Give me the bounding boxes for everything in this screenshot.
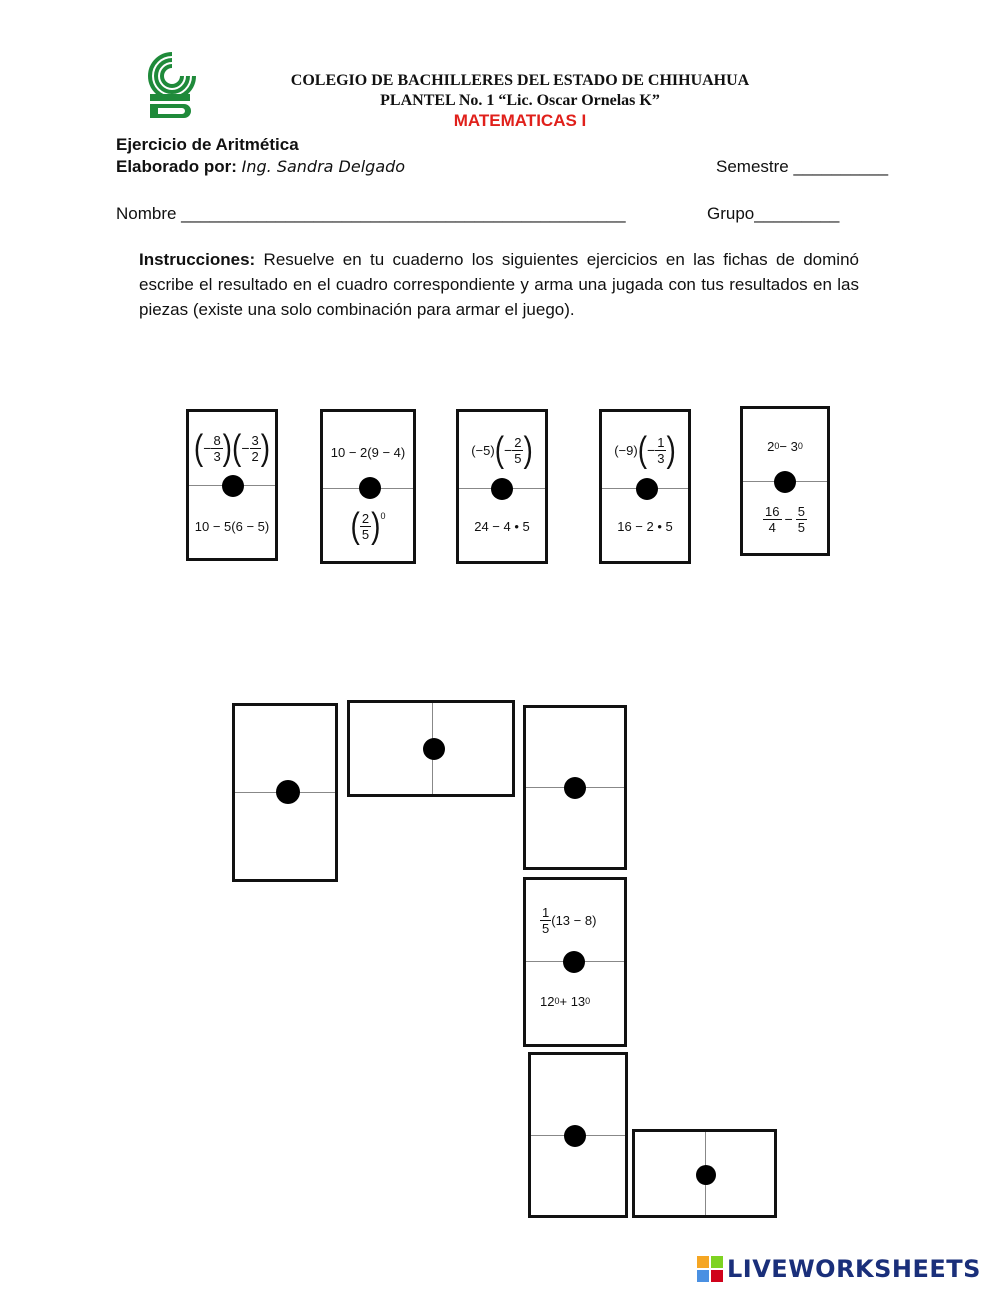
domino-3-top: (−5) ( − $\frac{2}{5}$ ) [471, 429, 533, 470]
answer-domino-5[interactable] [632, 1129, 777, 1218]
liveworksheets-logo [697, 1255, 981, 1283]
instructions-text: Resuelve en tu cuaderno los siguientes ejercicios en las fichas de dominó escribe el resultado en el cuadro correspondiente y arma una jugada con tus resultados en las piezas (existe una solo combinación para armar el juego). [139, 250, 859, 319]
domino-3-bottom: 24 − 4 • 5 [474, 518, 530, 534]
subject-title: MATEMATICAS I [453, 111, 587, 130]
domino-2-bottom: ( $\frac{2}{5}$ ) 0 [350, 505, 386, 546]
answer-domino-2[interactable] [347, 700, 515, 797]
domino-4-top: (−9) ( − $\frac{1}{3}$ ) [614, 429, 676, 470]
group-field[interactable]: Grupo_________ [707, 204, 840, 223]
author-line [116, 157, 405, 177]
domino-1-top: ( − $\frac{8}{3}$ ) ( − $\frac{3}{2}$ ) [193, 427, 271, 468]
domino-5-top: 2 0 − 3 0 [767, 438, 803, 454]
semester-field[interactable]: Semestre __________ [716, 157, 889, 176]
instructions-title: Instrucciones: [139, 250, 256, 269]
center-domino-bottom: 12 0 + 13 0 [540, 993, 591, 1009]
instructions [139, 247, 859, 322]
school-name: COLEGIO DE BACHILLERES DEL ESTADO DE CHIHUAHUA [290, 72, 750, 89]
domino-piece-3[interactable] [456, 409, 548, 564]
author-label: Elaborado por: [116, 157, 237, 176]
brand-text: LIVEWORKSHEETS [727, 1255, 981, 1283]
domino-1-bottom: 10 − 5(6 − 5) [194, 518, 270, 534]
center-domino-top: $\frac{1}{5}$ (13 − 8) [542, 904, 597, 936]
domino-piece-1[interactable] [186, 409, 278, 561]
campus-name: PLANTEL No. 1 “Lic. Oscar Ornelas K” [380, 92, 660, 109]
name-field[interactable]: Nombre _______________________________________________ [116, 204, 626, 223]
domino-piece-5[interactable] [740, 406, 830, 556]
domino-2-top: 10 − 2(9 − 4) [330, 444, 406, 460]
answer-domino-4[interactable] [528, 1052, 628, 1218]
answer-domino-3[interactable] [523, 705, 627, 870]
answer-domino-1[interactable] [232, 703, 338, 882]
domino-piece-2[interactable] [320, 409, 416, 564]
exercise-title: Ejercicio de Aritmética [116, 135, 299, 154]
author-name: Ing. Sandra Delgado [241, 157, 406, 176]
domino-piece-4[interactable] [599, 409, 691, 564]
domino-5-bottom: $\frac{16}{4}$ − $\frac{5}{5}$ [765, 503, 805, 535]
domino-4-bottom: 16 − 2 • 5 [617, 518, 673, 534]
liveworksheets-icon [697, 1256, 723, 1282]
domino-center-piece[interactable] [523, 877, 627, 1047]
